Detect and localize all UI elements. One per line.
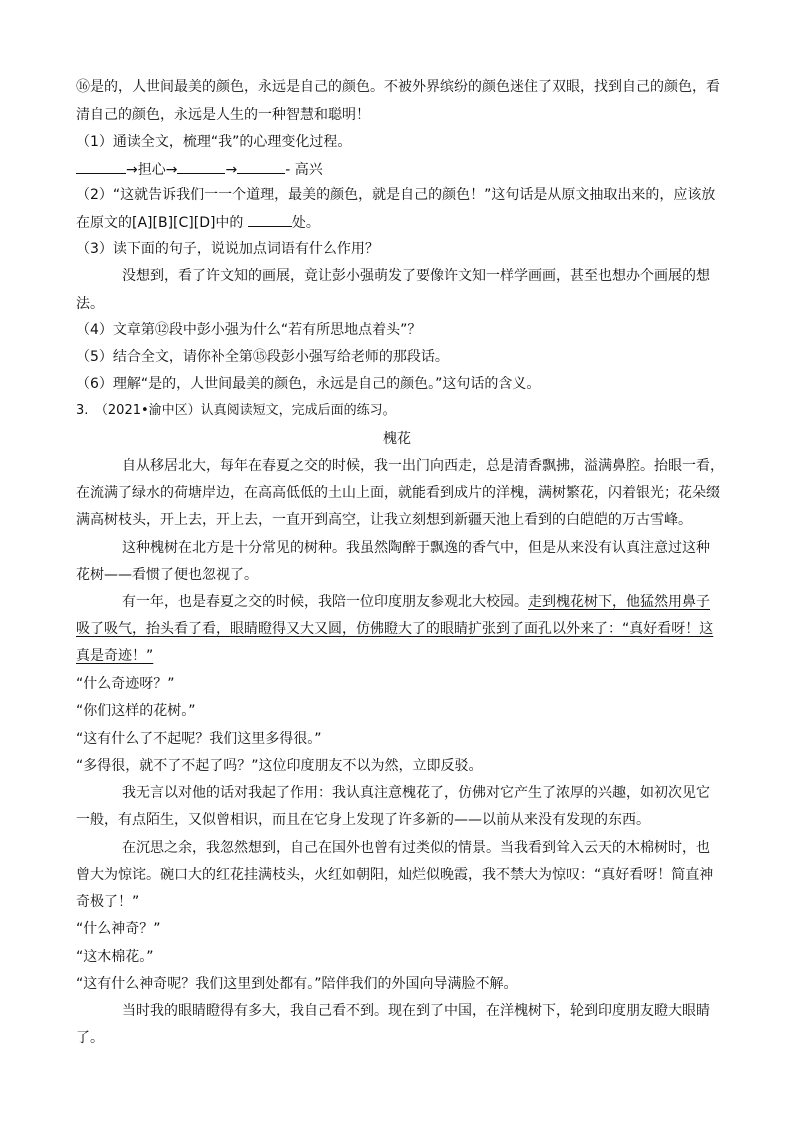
chain-text-happy: - 高兴	[285, 162, 323, 178]
article-p1-line-3: 满高树枝头，开上去，开上去，一直开到高空，让我立刻想到新疆天池上看到的白皑皑的万古雪峰。	[76, 512, 692, 528]
question-1: （1）通读全文，梳理“我”的心理变化过程。	[76, 134, 352, 150]
chain-text-worry: →担心→	[126, 162, 178, 178]
article-p4-line-2: 一般，有点陌生，又似曾相识，而且在它身上发现了许多新的——以前从来没有发现的东西。	[76, 812, 650, 828]
article-p2-line-2: 花树——看惯了便也忽视了。	[76, 567, 258, 583]
answer-blank[interactable]	[76, 161, 126, 174]
paragraph-16-line-2: 清自己的颜色，永远是人生的一种智慧和聪明！	[76, 107, 370, 123]
article-p5-line-3: 奇极了！”	[76, 894, 140, 910]
chain-arrow: →	[225, 162, 238, 178]
question-2-end: 处。	[291, 215, 320, 231]
question-2-line-2	[76, 214, 320, 230]
article-p6-line-1: 当时我的眼睛瞪得有多大，我自己看不到。现在到了中国，在洋槐树下，轮到印度朋友瞪大眼睛	[122, 1003, 710, 1019]
question-2-line-1: （2）“这就告诉我们一一个道理，最美的颜色，就是自己的颜色！”这句话是从原文抽取出来的，应该放	[76, 187, 716, 203]
dialogue-line-6: “这木棉花。”	[76, 949, 154, 965]
question-3: （3）读下面的句子，说说加点词语有什么作用？	[76, 241, 379, 257]
article-p3-text: 有一年，也是春夏之交的时候，我陪一位印度朋友参观北大校园。	[122, 594, 528, 610]
question-3-quote-line-1: 没想到，看了许文知的画展，竟让彭小强萌发了要像许文知一样学画画，甚至也想办个画展的想	[122, 268, 710, 284]
article-p2-line-1: 这种槐树在北方是十分常见的树种。我虽然陶醉于飘逸的香气中，但是从来没有认真注意过这种	[122, 540, 710, 556]
answer-blank[interactable]	[237, 161, 285, 174]
question-4: （4）文章第⑫段中彭小强为什么“若有所思地点着头”？	[76, 322, 422, 338]
article-p4-line-1: 我无言以对他的话对我起了作用：我认真注意槐花了，仿佛对它产生了浓厚的兴趣，如初次见它	[122, 785, 710, 801]
dialogue-line-4: “多得很，就不了不起了吗？”这位印度朋友不以为然，立即反驳。	[76, 758, 483, 774]
dialogue-line-5: “什么神奇？”	[76, 921, 161, 937]
dialogue-line-3: “这有什么了不起呢？我们这里多得很。”	[76, 731, 322, 747]
article-p3-line-3: 真是奇迹！”	[76, 648, 154, 664]
dialogue-line-7: “这有什么神奇呢？我们这里到处都有。”陪伴我们的外国向导满脸不解。	[76, 976, 518, 992]
underlined-sentence: 走到槐花树下，他猛然用鼻子	[528, 594, 710, 610]
article-p1-line-1: 自从移居北大，每年在春夏之交的时候，我一出门向西走，总是清香飘拂，溢满鼻腔。抬眼一看，	[122, 458, 724, 474]
paragraph-16-line-1: ⑯是的，人世间最美的颜色，永远是自己的颜色。不被外界缤纷的颜色迷住了双眼，找到自己的颜色，看	[76, 79, 720, 95]
dialogue-line-1: “什么奇迹呀？”	[76, 676, 175, 692]
article-p5-line-1: 在沉思之余，我忽然想到，自己在国外也曾有过类似的情景。当我看到耸入云天的木棉树时，也	[122, 840, 710, 856]
answer-blank[interactable]	[177, 161, 225, 174]
article-p3-line-1	[122, 595, 710, 609]
question-1-answer-chain	[76, 161, 323, 177]
article-p3-line-2: 吸了吸气，抬头看了看，眼睛瞪得又大又圆，仿佛瞪大了的眼睛扩张到了面孔以外来了：“真好看呀！这	[76, 621, 714, 637]
question-2-text: 在原文的[A][B][C][D]中的	[76, 215, 244, 231]
dialogue-line-2: “你们这样的花树。”	[76, 703, 196, 719]
article-title: 槐花	[383, 431, 411, 447]
question-6: （6）理解“是的，人世间最美的颜色，永远是自己的颜色。”这句话的含义。	[76, 376, 541, 392]
section-3-heading: 3. （2021•渝中区）认真阅读短文，完成后面的练习。	[76, 403, 396, 418]
article-p1-line-2: 在流满了绿水的荷塘岸边，在高高低低的土山上面，就能看到成片的洋槐，满树繁花，闪着银光；花朵缀	[76, 485, 720, 501]
answer-blank[interactable]	[248, 214, 292, 227]
question-3-quote-line-2: 法。	[76, 296, 104, 312]
article-p5-line-2: 曾大为惊诧。碗口大的红花挂满枝头，火红如朝阳，灿烂似晚霞，我不禁大为惊叹：“真好看呀！简直神	[76, 867, 714, 883]
article-p6-line-2: 了。	[76, 1030, 104, 1046]
question-5: （5）结合全文，请你补全第⑮段彭小强写给老师的那段话。	[76, 349, 449, 365]
